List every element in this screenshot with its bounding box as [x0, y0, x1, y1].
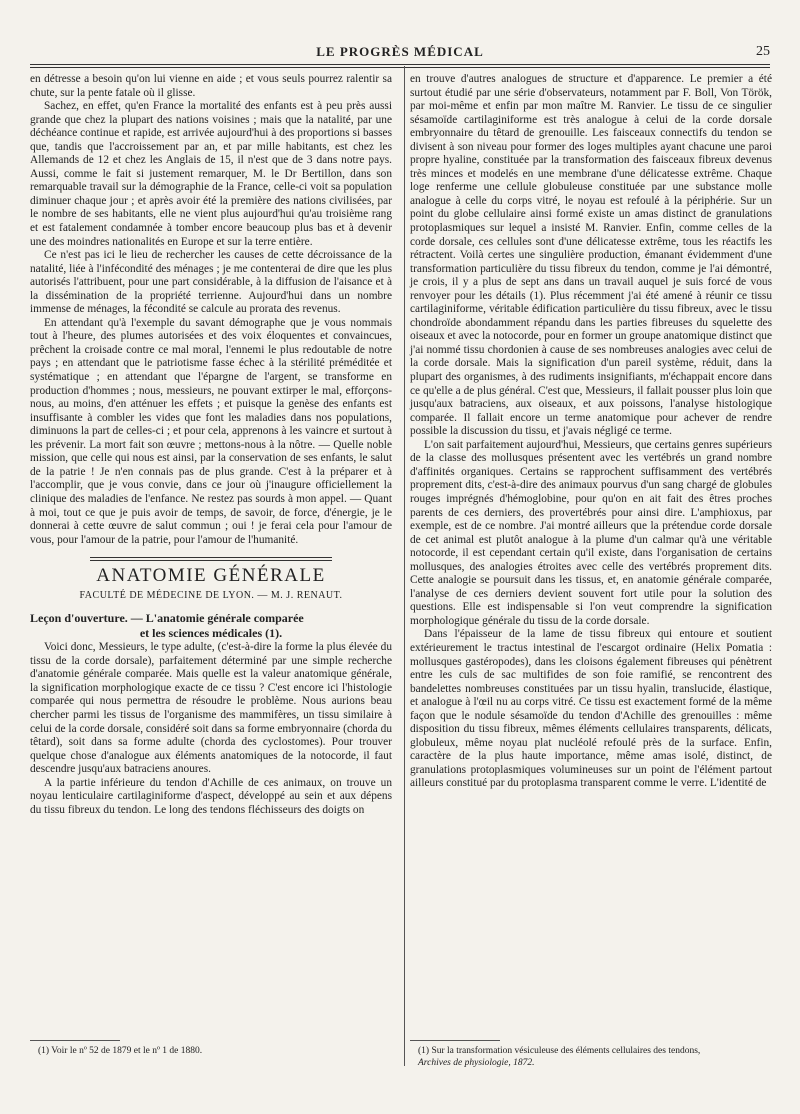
- section-divider: [90, 557, 332, 561]
- header-rule-thin: [30, 67, 770, 68]
- left-footnotes: [30, 1040, 392, 1057]
- page-number: 25: [756, 44, 770, 59]
- footnote-citation: Archives de physiologie, 1872.: [418, 1058, 535, 1068]
- paragraph: A la partie inférieure du tendon d'Achille de ces animaux, on trouve un noyau lenticulaire cartilaginiforme d'aspect, développé au sein et aux dépens du tissu fibreux du tendon. Le long des tendons fléchisseurs des doigts on: [30, 776, 392, 816]
- left-column: [30, 73, 392, 817]
- footnote: (1) Sur la transformation vésiculeuse des éléments cellulaires des tendons,: [418, 1046, 701, 1056]
- footnote: (1) Voir le nº 52 de 1879 et le nº 1 de 1880.: [38, 1046, 203, 1056]
- column-divider: [404, 66, 405, 1066]
- header-rule: [30, 64, 770, 65]
- paragraph: Voici donc, Messieurs, le type adulte, (c'est-à-dire la forme la plus élevée du tissu de la corde dorsale), parfaitement déterminé par une simple recherche d'anatomie générale comparée. Mais quelle est la valeur anatomique générale, la signification morphologique exacte de ce tissu ? C'est encore ici l'histologie comparée qui nous permettra de résoudre le problème. Nous aurions beau chercher parmi les tissus de l'organisme des mammifères, un tissu similaire à celui de la corde dorsale, considéré soit dans sa forme embryonnaire (chorda du têtard), soit dans sa forme adulte (chorda des cyclostomes). Pour trouver quelque chose d'analogue aux éléments anatomiques de la notocorde, il faut descendre jusqu'aux batraciens anoures.: [30, 641, 392, 776]
- footnote-rule: [410, 1040, 500, 1041]
- section-title: ANATOMIE GÉNÉRALE: [96, 565, 326, 587]
- right-footnotes: [410, 1040, 772, 1069]
- paragraph: en trouve d'autres analogues de structure et d'apparence. Le premier a été surtout étudié par une série d'observateurs, notamment par F. Boll, Von Török, par moi-même et enfin par mon maître M. Ranvier. Le tissu de ce singulier sésamoïde cartilaginiforme est très analogue à celui de la corde dorsale embryonnaire du têtard de grenouille. Les faisceaux connectifs du tendon se divisent à son niveau pour former des loges multiples ayant chacune une paroi propre hyaline, constituée par la transformation des faisceaux fibreux devenus très minces et modelés en une membrane d'une délicatesse extrême. Chaque loge renferme une cellule globuleuse constituée par une substance molle analogue à celle du corps vitré, le noyau est refoulé à la périphérie. Sur un point du globe cellulaire ainsi formé existe un amas distinct de granulations protoplasmiques sur lequel a insisté M. Ranvier. Enfin, comme celles de la corde dorsale, ces cellules sont d'une délicatesse extrême, tous les réactifs les rétractent. Voilà certes une singulière production, émanant évidemment d'une transformation particulière du tissu fibreux du tendon, comme je l'ai démontré, je crois, il y a plus de sept ans dans un travail auquel je suis forcé de vous renvoyer pour les détails (1). Plus récemment j'ai été amené à réunir ce tissu cartilaginiforme, véritable édification particulière du tissu fibreux, avec le tissu chondroïde abondamment répandu dans les parties fibreuses du squelette des oiseaux et avec la notocorde, pour en former un groupe anatomique distinct que j'ai nommé tissu chordonien à cause de ses nombreuses analogies avec celui de la corde dorsale. Mais la signification d'un pareil système, réduit, dans la plupart des organismes, à des rudiments insignifiants, m'échappait encore dans ce qu'elle a de plus général. C'est que, Messieurs, il fallait pousser plus loin que jusqu'aux batraciens, aux oiseaux, et aux poissons, l'analyse histologique comparée. Il fallait encore un terme anatomique pour achever de rendre possible la discussion du tissu, et j'avais négligé ce terme.: [410, 73, 772, 438]
- paragraph: L'on sait parfaitement aujourd'hui, Messieurs, que certains genres supérieurs de la classe des mollusques présentent avec les vertébrés un grand nombre d'affinités organiques. Certains se rapprochent suffisamment des vertébrés proprement dits, c'est-à-dire des animaux pourvus d'un sang chargé de globules rouges imprégnés d'hémoglobine, pour qu'on en ait fait des êtres proches parents de ces derniers, des provertébrés pour ainsi dire. L'amphioxus, par exemple, est de ce nombre. J'ai montré ailleurs que la prétendue corde dorsale de cet animal est plutôt analogue à la plume d'un calmar qu'à une véritable notocorde, il est cependant certain qu'il existe, dans l'organisation de certains mollusques, des analogies étroites avec celle des vertébrés proprement dits. Cette analogie se poursuit dans les tissus, et, en anatomie générale comparée, l'analyse de ces derniers devient souvent fort utile pour la solution des questions. Elle est indispensable si l'on veut comprendre la signification morphologique générale du tissu de la corde dorsale.: [410, 438, 772, 627]
- paragraph: En attendant qu'à l'exemple du savant démographe que je vous nommais tout à l'heure, des plumes autorisées et des voix éloquentes et convaincues, prêchent la croisade contre ce mal moral, l'ennemi le plus redoutable de notre pays ; en attendant que le patriotisme fasse échec à la stérilité préméditée et systématique ; en attendant que l'épargne de l'argent, se transforme en production d'hommes ; nous, messieurs, ne pouvant extirper le mal, efforçons-nous, au moins, d'en atténuer les effets ; et puisque la genèse des enfants est insuffisante à combler les vides que font les maladies dans nos populations, diminuons la part de celles-ci ; et pour cela, apprenons à les vaincre et surtout à les prévenir. La mort fait son œuvre ; mettons-nous à la nôtre. — Quelle noble mission, que celle qui nous est ainsi, par la conservation de ses enfants, le salut de la patrie ! Je n'en connais pas de plus grande. C'est à la préparer et à l'accomplir, que je vous convie, dans ce jour où j'inaugure officiellement la clinique des maladies de l'enfance. Ne restez pas sourds à mon appel. — Quant à moi, tout ce que je puis avoir de temps, de savoir, de force, d'énergie, je le donnerai à cette œuvre de salut commun ; oui ! je ferai cela pour l'amour de vous, pour l'amour de la patrie, pour l'amour de l'humanité.: [30, 316, 392, 546]
- footnote-rule: [30, 1040, 120, 1041]
- right-column: [410, 73, 772, 791]
- lecture-heading: [30, 611, 392, 641]
- lecture-subtitle: et les sciences médicales (1).: [139, 626, 283, 641]
- paragraph: en détresse a besoin qu'on lui vienne en aide ; et vous seuls pourrez ralentir sa chute, sur la pente fatale où il glisse.: [30, 73, 392, 99]
- paragraph: Sachez, en effet, qu'en France la mortalité des enfants est à peu près aussi grande que chez la plupart des nations voisines ; mais que la natalité, par une déchéance continue et rapide, est arrivée aujourd'hui à des proportions si basses que, tandis que l'accroissement par an, et par mille habitants, est chez les Allemands de 12 et chez les Anglais de 15, il n'est que de 3 dans notre pays. Aussi, comme le fait si justement remarquer, M. le Dr Bertillon, dans son remarquable travail sur la démographie de la France, celle-ci voit sa population diminuer chaque jour ; et après avoir été la première des nations civilisées, par le nombre de ses habitants, elle ne vient plus aujourd'hui qu'au troisième rang et est fatalement condamnée à tomber encore beaucoup plus bas et à devenir une des moindres nationalités en Europe et sur la terre entière.: [30, 100, 392, 248]
- paragraph: Dans l'épaisseur de la lame de tissu fibreux qui entoure et soutient extérieurement le tractus intestinal de l'escargot ordinaire (Helix Pomatia : mollusques gastéropodes), dans les cloisons également fibreuses qui pénètrent entre les culs de sac multifides de son foie ramifié, se rencontrent des bandelettes nombreuses constituées par un tissu hyalin, translucide, élastique, et analogue à l'œil nu au corps vitré. Ce tissu est exactement formé de la même façon que le nodule sésamoïde du tendon d'Achille des grenouilles : même disposition du tissu fibreux, mêmes éléments cellulaires transparents, délicats, globuleux, même noyau plat nucléolé refoulé près de la surface. Enfin, caractère de la plus haute importance, même amas isolé, distinct, de granulations protoplasmiques volumineuses sur un point de l'élément partout ailleurs constitué par du protoplasma transparent comme le verre. L'identité de: [410, 628, 772, 790]
- faculty-line: FACULTÉ DE MÉDECINE DE LYON. — M. J. RENAUT.: [79, 589, 343, 601]
- running-title: LE PROGRÈS MÉDICAL: [316, 44, 484, 59]
- lecture-title: Leçon d'ouverture. — L'anatomie générale comparée: [30, 611, 304, 626]
- page-header: [30, 44, 770, 64]
- paragraph: Ce n'est pas ici le lieu de rechercher les causes de cette décroissance de la natalité, liée à l'infécondité des ménages ; je me contenterai de dire que les plus autorisés l'attribuent, pour une part considérable, à la diffusion de l'aisance et à la dissémination de la propriété terrienne. Aujourd'hui dans un nombre immense de ménages, la fécondité se calcule au prorata des revenus.: [30, 249, 392, 316]
